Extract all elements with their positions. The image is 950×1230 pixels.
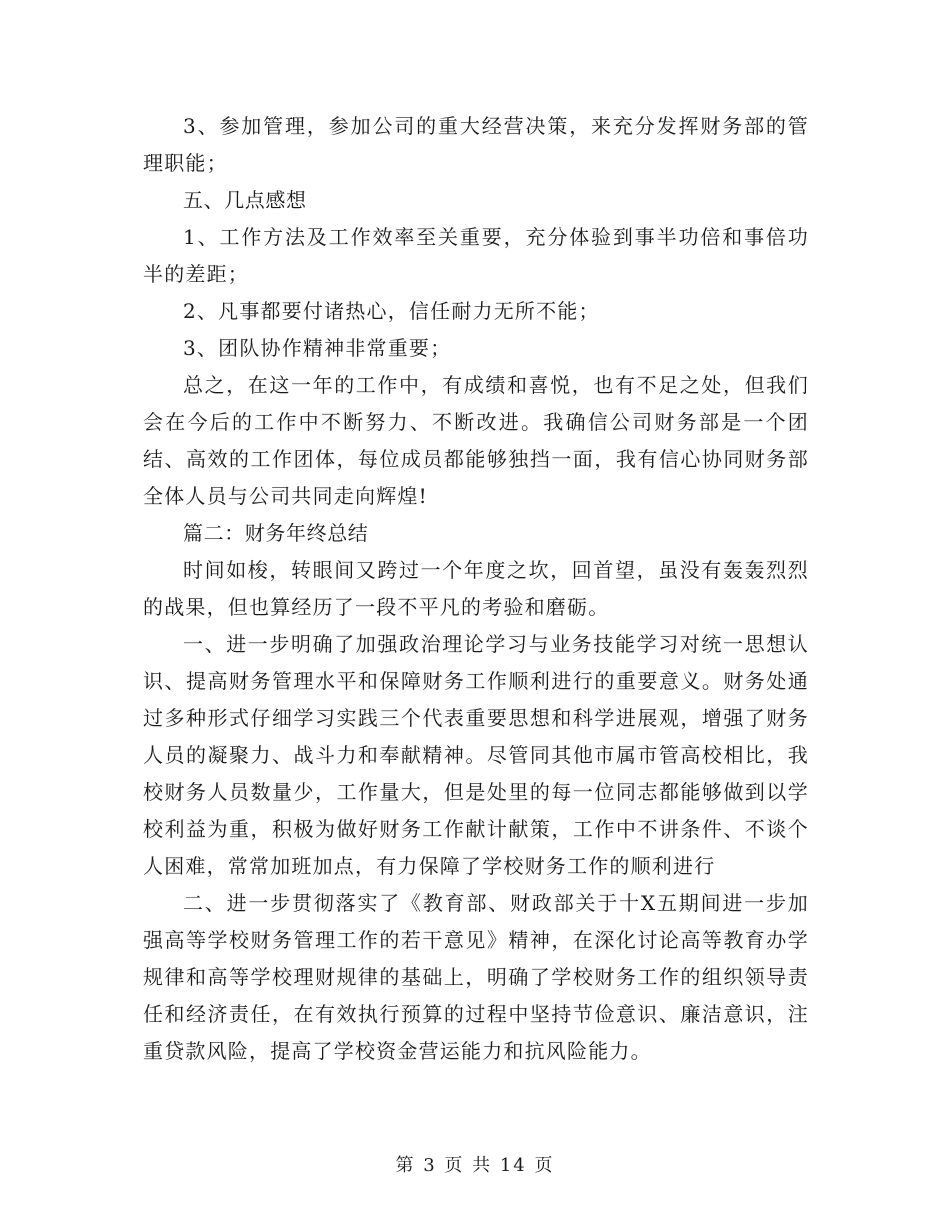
paragraph-item-3: 3、参加管理，参加公司的重大经营决策，来充分发挥财务部的管理职能；	[143, 114, 809, 175]
section-heading-part-two: 篇二：财务年终总结	[183, 521, 369, 545]
paragraph-item-2: 2、凡事都要付诸热心，信任耐力无所不能；	[183, 299, 600, 323]
paragraph-point-one: 一、进一步明确了加强政治理论学习与业务技能学习对统一思想认识、提高财务管理水平和保障财务工作顺利进行的重要意义。财务处通过多种形式仔细学习实践三个代表重要思想和科学进展观，增强了财务人员的凝聚力、战斗力和奉献精神。尽管同其他市属市管高校相比，我校财务人员数量少，工作量大，但是处里的每一位同志都能够做到以学校利益为重，积极为做好财务工作献计献策，工作中不讲条件、不谈个人困难，常常加班加点，有力保障了学校财务工作的顺利进行	[143, 632, 809, 878]
paragraph-summary: 总之，在这一年的工作中，有成绩和喜悦，也有不足之处，但我们会在今后的工作中不断努力、不断改进。我确信公司财务部是一个团结、高效的工作团体，每位成员都能够独挡一面，我有信心协同财务部全体人员与公司共同走向辉煌!	[143, 373, 809, 508]
paragraph-point-two: 二、进一步贯彻落实了《教育部、财政部关于十X五期间进一步加强高等学校财务管理工作的若干意见》精神，在深化讨论高等教育办学规律和高等学校理财规律的基础上，明确了学校财务工作的组织领导责任和经济责任，在有效执行预算的过程中坚持节俭意识、廉洁意识，注重贷款风险，提高了学校资金营运能力和抗风险能力。	[143, 891, 809, 1063]
section-heading-five: 五、几点感想	[183, 188, 307, 212]
document-body	[143, 108, 809, 1070]
paragraph-item-3b: 3、团队协作精神非常重要；	[183, 336, 452, 360]
paragraph-item-1: 1、工作方法及工作效率至关重要，充分体验到事半功倍和事倍功半的差距；	[143, 225, 809, 286]
paragraph-intro: 时间如梭，转眼间又跨过一个年度之坎，回首望，虽没有轰轰烈烈的战果，但也算经历了一段不平凡的考验和磨砺。	[143, 558, 809, 619]
page-number-footer: 第 3 页 共 14 页	[395, 1155, 555, 1176]
